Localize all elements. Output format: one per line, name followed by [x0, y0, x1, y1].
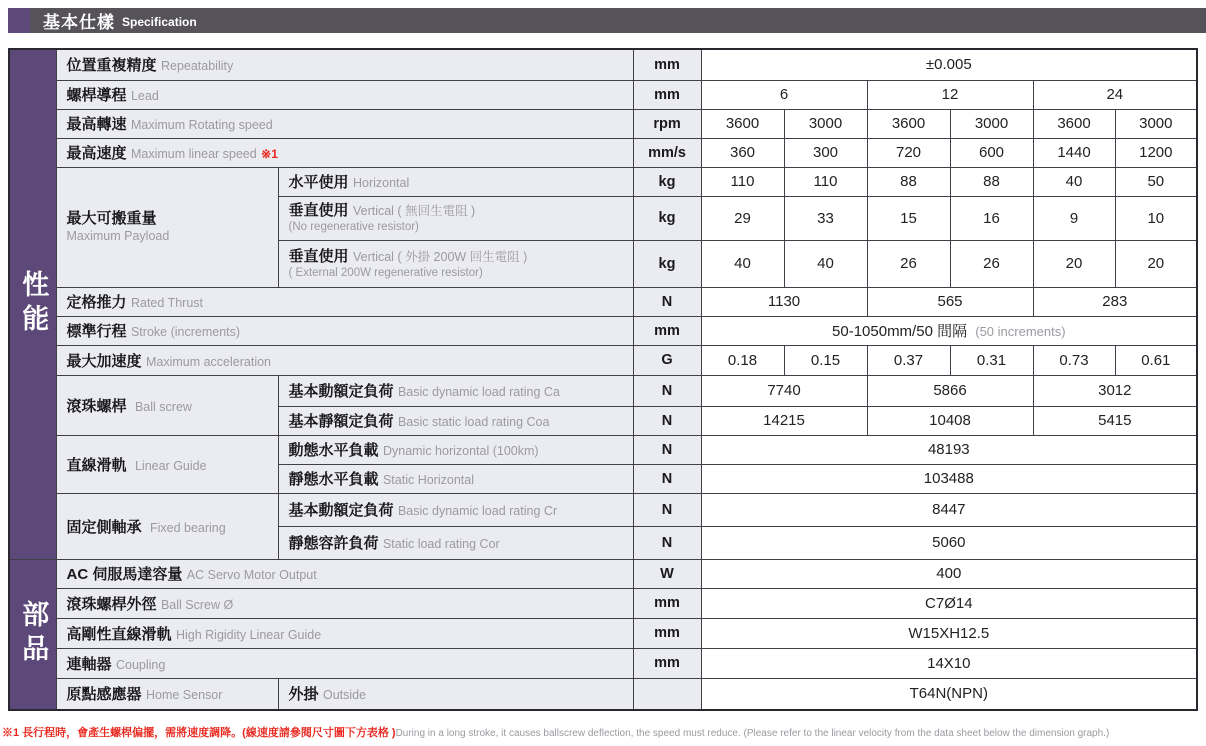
row-ballscrew-dynamic [9, 375, 1197, 406]
label-zh: 最高轉速 [66, 116, 127, 133]
label-en: Ball Screw Ø [160, 597, 234, 612]
sub-label-cell [278, 464, 633, 493]
unit-cell: kg [633, 167, 701, 196]
sub-label-cell [278, 406, 633, 435]
spec-label-cell [56, 559, 633, 588]
unit-cell: mm [633, 588, 701, 618]
label-zh: 垂直使用 [288, 202, 349, 220]
value-cell: 565 [867, 287, 1033, 316]
label-en: Repeatability [160, 59, 234, 74]
value-cell: 0.15 [784, 345, 867, 375]
value-cell: 12 [867, 80, 1033, 109]
label-en: Stroke (increments) [130, 325, 241, 339]
label-zh: 最高速度 [66, 145, 127, 162]
value-cell: 300 [784, 138, 867, 167]
spec-label-cell [56, 648, 633, 678]
spec-label-cell [56, 678, 278, 710]
value-cell: 29 [701, 196, 784, 240]
row-home-sensor [9, 678, 1197, 710]
spec-label-cell [56, 618, 633, 648]
row-linear-guide-dynamic [9, 435, 1197, 464]
label-en: Basic static load rating Coa [397, 415, 550, 429]
label-en: Maximum linear speed [130, 147, 257, 161]
label-zh: 動態水平負載 [288, 442, 379, 459]
value-cell: 5415 [1033, 406, 1197, 435]
label-zh: 位置重複精度 [66, 57, 157, 75]
value-cell: 103488 [701, 464, 1197, 493]
value-cell: 50 [1115, 167, 1197, 196]
value-cell: ±0.005 [701, 49, 1197, 80]
label-zh: AC 伺服馬達容量 [66, 566, 183, 583]
value-cell: 720 [867, 138, 950, 167]
row-stroke [9, 316, 1197, 345]
row-ballscrew-diameter [9, 588, 1197, 618]
label-zh: 基本靜額定負荷 [288, 413, 394, 430]
label-en: Basic dynamic load rating Ca [397, 385, 560, 399]
spec-label-cell [56, 588, 633, 618]
unit-cell: mm [633, 49, 701, 80]
group-label-zh: 滾珠螺桿 [66, 397, 127, 415]
value-cell: 5866 [867, 375, 1033, 406]
value-cell: 20 [1115, 240, 1197, 287]
value-cell: T64N(NPN) [701, 678, 1197, 710]
label-en: AC Servo Motor Output [186, 568, 317, 582]
unit-cell: N [633, 406, 701, 435]
unit-cell: mm [633, 618, 701, 648]
spec-label-cell [56, 345, 633, 375]
footnote-ref: ※1 [261, 147, 278, 161]
sub-label-cell [278, 196, 633, 240]
spec-label-cell [56, 138, 633, 167]
row-fixed-bearing-dynamic [9, 493, 1197, 526]
value-cell: 8447 [701, 493, 1197, 526]
group-label-zh: 固定側軸承 [66, 518, 142, 536]
footnote-zh: ※1 長行程時，會產生螺桿偏擺，需將速度調降。(線速度請參閱尺寸圖下方表格 ) [2, 727, 396, 739]
value-cell: 48193 [701, 435, 1197, 464]
label-en: Horizontal [352, 176, 410, 190]
label-en: Home Sensor [145, 688, 223, 703]
value-cell: 5060 [701, 526, 1197, 559]
group-label-cell [56, 375, 278, 435]
value-cell: 110 [701, 167, 784, 196]
label-zh: 靜態水平負載 [288, 471, 379, 488]
header-title-en: Specification [122, 14, 197, 29]
row-lead [9, 80, 1197, 109]
value-cell: W15XH12.5 [701, 618, 1197, 648]
label-en: Basic dynamic load rating Cr [397, 504, 558, 518]
value-cell: 3000 [1115, 109, 1197, 138]
value-cell: 0.37 [867, 345, 950, 375]
label-en: Vertical ( 外掛 200W 回生電阻 ) [352, 249, 528, 264]
value-cell: 7740 [701, 375, 867, 406]
spec-label-cell [56, 316, 633, 345]
label-zh: 滾珠螺桿外徑 [66, 595, 157, 613]
unit-cell: N [633, 464, 701, 493]
value-cell: 10 [1115, 196, 1197, 240]
label-en: Rated Thrust [130, 296, 203, 310]
row-linear-speed [9, 138, 1197, 167]
value-cell [701, 316, 1197, 345]
row-servo-output [9, 559, 1197, 588]
value-cell: 6 [701, 80, 867, 109]
sidebar-parts-label: 部品 [18, 600, 49, 669]
value-cell: 10408 [867, 406, 1033, 435]
unit-cell: rpm [633, 109, 701, 138]
unit-cell: N [633, 526, 701, 559]
label-en: Dynamic horizontal (100km) [382, 444, 539, 458]
sub-label-cell [278, 435, 633, 464]
spec-label-cell [56, 287, 633, 316]
unit-cell: mm [633, 80, 701, 109]
value-cell: 40 [701, 240, 784, 287]
value-cell: 26 [950, 240, 1033, 287]
group-label-en: Ball screw [134, 399, 192, 414]
label-en-line2: ( External 200W regenerative resistor) [288, 266, 483, 279]
unit-cell: N [633, 287, 701, 316]
value-cell: 88 [867, 167, 950, 196]
value-cell: 400 [701, 559, 1197, 588]
label-en: Maximum Rotating speed [130, 118, 273, 132]
value-cell: 283 [1033, 287, 1197, 316]
label-en: Maximum acceleration [145, 354, 272, 369]
value-cell: 0.31 [950, 345, 1033, 375]
spec-label-cell [56, 109, 633, 138]
label-en: Lead [130, 89, 159, 103]
sub-label-cell [278, 678, 633, 710]
unit-cell: mm [633, 316, 701, 345]
label-zh: 基本動額定負荷 [288, 502, 394, 519]
row-payload-horizontal [9, 167, 1197, 196]
value-cell: 3000 [950, 109, 1033, 138]
row-rated-thrust [9, 287, 1197, 316]
label-en: High Rigidity Linear Guide [175, 627, 322, 642]
value-cell: 20 [1033, 240, 1115, 287]
value-cell: 3000 [784, 109, 867, 138]
label-zh: 水平使用 [288, 174, 349, 191]
value-cell: 40 [1033, 167, 1115, 196]
value-cell: 33 [784, 196, 867, 240]
sub-label-cell [278, 526, 633, 559]
value-cell: 600 [950, 138, 1033, 167]
unit-cell: kg [633, 240, 701, 287]
header-accent-square [8, 8, 30, 33]
label-en: Vertical ( 無回生電阻 ) [352, 204, 476, 219]
label-en-line2: (No regenerative resistor) [288, 221, 419, 234]
value-cell: 3600 [701, 109, 784, 138]
value-cell: C7Ø14 [701, 588, 1197, 618]
stroke-value-suffix: (50 increments) [975, 324, 1066, 339]
value-cell: 0.61 [1115, 345, 1197, 375]
value-cell: 360 [701, 138, 784, 167]
sidebar-performance [9, 49, 56, 559]
label-zh: 高剛性直線滑軌 [66, 625, 172, 643]
label-zh: 垂直使用 [288, 247, 349, 265]
value-cell: 15 [867, 196, 950, 240]
row-coupling [9, 648, 1197, 678]
value-cell: 1440 [1033, 138, 1115, 167]
label-zh: 靜態容許負荷 [288, 535, 379, 552]
value-cell: 1130 [701, 287, 867, 316]
label-zh: 連軸器 [66, 655, 112, 673]
label-zh: 標準行程 [66, 323, 127, 340]
label-zh: 外掛 [288, 686, 319, 704]
value-cell: 3012 [1033, 375, 1197, 406]
value-cell: 24 [1033, 80, 1197, 109]
header-title-zh: 基本仕樣 [43, 13, 115, 32]
unit-cell: mm [633, 648, 701, 678]
label-en: Static load rating Cor [382, 537, 500, 551]
row-repeatability [9, 49, 1197, 80]
group-label-cell [56, 435, 278, 493]
value-cell: 110 [784, 167, 867, 196]
value-cell: 40 [784, 240, 867, 287]
row-rigidity-linear-guide [9, 618, 1197, 648]
label-zh: 最大加速度 [66, 352, 142, 370]
group-label-zh: 直線滑軌 [66, 456, 127, 474]
sub-label-cell [278, 375, 633, 406]
value-cell: 26 [867, 240, 950, 287]
unit-cell: N [633, 375, 701, 406]
footnote [2, 723, 1206, 741]
label-en: Outside [322, 688, 367, 703]
spec-label-cell [56, 80, 633, 109]
value-cell: 3600 [867, 109, 950, 138]
sidebar-parts [9, 559, 56, 710]
unit-cell: W [633, 559, 701, 588]
label-zh: 螺桿導程 [66, 87, 127, 104]
specification-table [8, 48, 1198, 711]
unit-cell: N [633, 435, 701, 464]
header-title-bar [30, 8, 1206, 33]
group-label-en: Linear Guide [134, 458, 207, 473]
group-label-en: Fixed bearing [149, 520, 226, 535]
value-cell: 88 [950, 167, 1033, 196]
row-max-acceleration [9, 345, 1197, 375]
value-cell: 3600 [1033, 109, 1115, 138]
value-cell: 14215 [701, 406, 867, 435]
label-zh: 原點感應器 [66, 686, 142, 704]
unit-cell: G [633, 345, 701, 375]
sub-label-cell [278, 493, 633, 526]
value-cell: 0.73 [1033, 345, 1115, 375]
unit-cell: N [633, 493, 701, 526]
sub-label-cell [278, 167, 633, 196]
group-label-en: Maximum Payload [66, 228, 170, 243]
label-zh: 基本動額定負荷 [288, 383, 394, 400]
stroke-value: 50-1050mm/50 間隔 [832, 323, 968, 340]
label-zh: 定格推力 [66, 294, 127, 311]
footnote-en: During in a long stroke, it causes ballscrew deflection, the speed must reduce. (Please refer to the linear velocity from the data sheet below the dimension graph.) [395, 728, 1110, 739]
group-label-cell [56, 493, 278, 559]
row-rotating-speed [9, 109, 1197, 138]
group-label-zh: 最大可搬重量 [66, 210, 157, 228]
value-cell: 9 [1033, 196, 1115, 240]
value-cell: 16 [950, 196, 1033, 240]
label-en: Coupling [115, 657, 166, 672]
sub-label-cell [278, 240, 633, 287]
group-label-cell [56, 167, 278, 287]
spec-label-cell [56, 49, 633, 80]
unit-cell: kg [633, 196, 701, 240]
value-cell: 14X10 [701, 648, 1197, 678]
value-cell: 0.18 [701, 345, 784, 375]
sidebar-performance-label: 性能 [18, 270, 49, 339]
value-cell: 1200 [1115, 138, 1197, 167]
unit-cell: mm/s [633, 138, 701, 167]
section-header [8, 8, 1206, 33]
unit-cell [633, 678, 701, 710]
label-en: Static Horizontal [382, 473, 474, 487]
